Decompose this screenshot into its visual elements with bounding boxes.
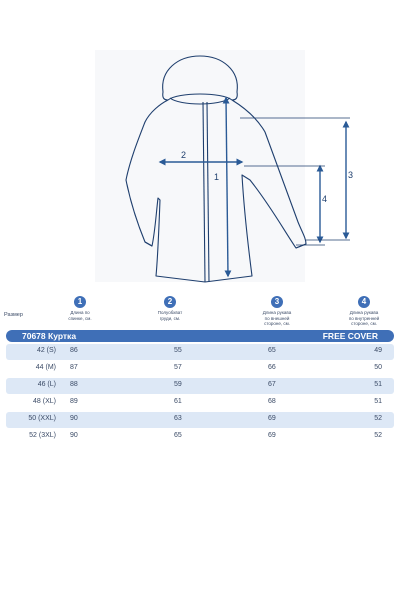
column-label-line: стороне, см. — [264, 321, 290, 326]
product-code-name — [22, 331, 76, 341]
cell-sleeve-outer: 69 — [268, 432, 276, 439]
product-banner — [6, 330, 394, 342]
column-label-line: Длина по — [70, 310, 90, 315]
diagram-label-4: 4 — [322, 194, 328, 204]
cell-back-length: 88 — [70, 381, 78, 388]
table-column-headers — [0, 296, 400, 330]
column-number-badge: 4 — [358, 296, 370, 308]
cell-sleeve-inner: 51 — [374, 398, 382, 405]
column-number-badge: 3 — [271, 296, 283, 308]
cell-sleeve-inner: 52 — [374, 432, 382, 439]
column-label-line: по внутренней — [348, 315, 380, 321]
cell-half-chest: 63 — [174, 415, 182, 422]
column-label-line: Полуобхват — [157, 310, 183, 315]
diagram-label-3: 3 — [348, 170, 354, 180]
diagram-label-1: 1 — [214, 172, 220, 182]
cell-back-length: 87 — [70, 364, 78, 371]
size-table — [6, 344, 394, 446]
cell-half-chest: 59 — [174, 381, 182, 388]
column-label-line: Длина рукава — [349, 310, 379, 315]
cell-sleeve-outer: 65 — [268, 347, 276, 354]
cell-sleeve-inner: 49 — [374, 347, 382, 354]
column-label-line: Длина рукава — [262, 310, 292, 315]
cell-back-length: 90 — [70, 432, 78, 439]
column-header-back-length — [55, 296, 105, 321]
column-header-half-chest — [145, 296, 195, 321]
column-header-sleeve-inner — [336, 296, 392, 327]
cell-sleeve-inner: 52 — [374, 415, 382, 422]
cell-half-chest: 55 — [174, 347, 182, 354]
cell-size: 48 (XL) — [33, 398, 56, 405]
diagram-label-2: 2 — [181, 150, 187, 160]
cell-sleeve-outer: 66 — [268, 364, 276, 371]
cell-sleeve-inner: 50 — [374, 364, 382, 371]
table-row — [6, 378, 394, 394]
cell-back-length: 90 — [70, 415, 78, 422]
product-name: Куртка — [48, 331, 77, 341]
product-code: 70678 — [22, 331, 46, 341]
cell-sleeve-outer: 69 — [268, 415, 276, 422]
column-number-badge: 2 — [164, 296, 176, 308]
table-row — [6, 429, 394, 445]
cell-size: 46 (L) — [37, 381, 56, 388]
cell-sleeve-outer: 68 — [268, 398, 276, 405]
column-header-sleeve-outer — [250, 296, 304, 327]
brand-name: FREE COVER — [322, 331, 378, 341]
size-column-header: Размер — [4, 312, 23, 318]
column-label-line: стороне, см. — [351, 321, 377, 326]
cell-back-length: 86 — [70, 347, 78, 354]
cell-size: 50 (XXL) — [28, 415, 56, 422]
cell-size: 42 (S) — [36, 347, 56, 354]
table-row — [6, 344, 394, 360]
jacket-measurement-diagram — [0, 0, 400, 290]
column-label-line: груди, см. — [159, 315, 181, 321]
column-number-badge: 1 — [74, 296, 86, 308]
cell-sleeve-inner: 51 — [374, 381, 382, 388]
table-row — [6, 412, 394, 428]
cell-size: 52 (3XL) — [29, 432, 56, 439]
column-label-line: по внешней — [264, 315, 290, 321]
cell-half-chest: 61 — [174, 398, 182, 405]
cell-sleeve-outer: 67 — [268, 381, 276, 388]
cell-back-length: 89 — [70, 398, 78, 405]
cell-half-chest: 65 — [174, 432, 182, 439]
cell-half-chest: 57 — [174, 364, 182, 371]
cell-size: 44 (M) — [35, 364, 56, 371]
table-row — [6, 395, 394, 411]
table-row — [6, 361, 394, 377]
column-label-line: спинке, см. — [68, 315, 92, 321]
